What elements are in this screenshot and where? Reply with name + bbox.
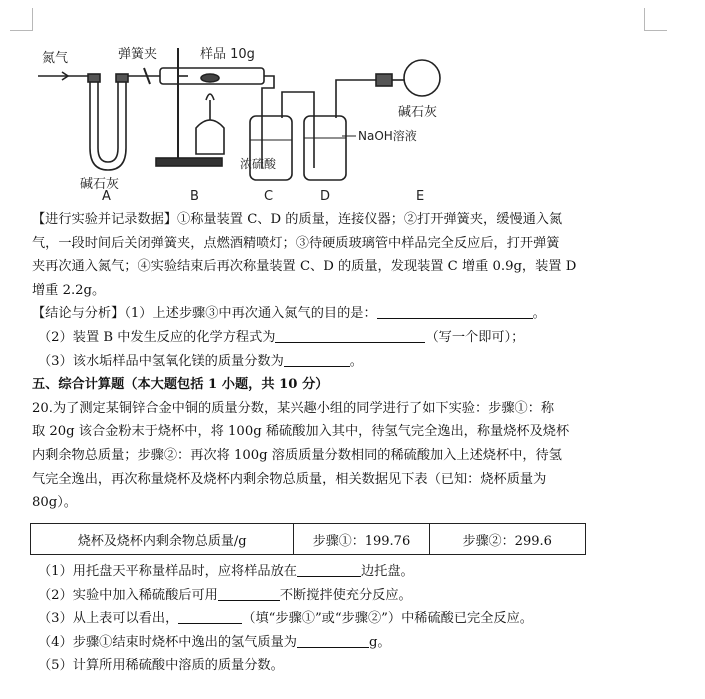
label-spring-clip: 弹簧夹 xyxy=(118,47,158,62)
apparatus-figure xyxy=(38,28,508,200)
drying-tube-bulb xyxy=(404,60,440,96)
question-2-end: 不断搅拌使充分反应。 xyxy=(279,587,412,603)
label-conc-h2so4: 浓硫酸 xyxy=(240,157,277,171)
drying-tube-stopper xyxy=(376,74,392,86)
data-table xyxy=(30,523,586,555)
u-tube-stopper-right xyxy=(116,74,128,82)
answer-blank-nitrogen-purpose[interactable] xyxy=(377,304,533,319)
problem-20-line-1: 20.为了测定某铜锌合金中铜的质量分数，某兴趣小组的同学进行了如下实验：步骤①：称 xyxy=(32,400,555,416)
answer-blank-hydrogen-mass[interactable] xyxy=(297,633,369,648)
question-3 xyxy=(38,607,678,631)
conclusion-q1-text: 【结论与分析】（1）上述步骤③中再次通入氮气的目的是： xyxy=(32,306,377,322)
question-2-text: （2）实验中加入稀硫酸后可用 xyxy=(38,587,218,603)
conclusion-q3-end: 。 xyxy=(349,353,363,369)
table-step1-cell: 步骤①：199.76 xyxy=(294,524,429,555)
sample-in-tube xyxy=(201,74,219,82)
label-nitrogen: 氮气 xyxy=(42,51,69,66)
label-soda-lime-a: 碱石灰 xyxy=(80,177,120,192)
page-corner-mark-left xyxy=(10,8,33,31)
answer-blank-tray-side[interactable] xyxy=(297,562,361,577)
conclusion-q2 xyxy=(32,326,672,350)
conclusion-q1 xyxy=(32,302,672,326)
table-header-cell: 烧杯及烧杯内剩余物总质量/g xyxy=(31,524,294,555)
question-4-end: g。 xyxy=(368,634,391,650)
page-corner-mark-right xyxy=(644,8,667,31)
question-3-text: （3）从上表可以看出， xyxy=(38,611,179,627)
question-1 xyxy=(38,560,678,584)
answer-blank-mass-fraction[interactable] xyxy=(284,352,350,367)
question-4 xyxy=(38,631,678,655)
bottle-d xyxy=(304,116,346,180)
conclusion-q1-end: 。 xyxy=(532,306,546,322)
question-3-end: （填“步骤①”或“步骤②”）中稀硫酸已完全反应。 xyxy=(242,611,533,627)
u-tube-a-inner xyxy=(98,80,118,162)
question-2 xyxy=(38,584,678,608)
question-5: （5）计算所用稀硫酸中溶质的质量分数。 xyxy=(38,658,284,674)
conclusion-q2-end: （写一个即可）； xyxy=(425,329,525,345)
question-1-text: （1）用托盘天平称量样品时，应将样品放在 xyxy=(38,564,297,579)
conclusion-q3 xyxy=(32,350,672,374)
device-label-a: A xyxy=(102,189,111,200)
experiment-line-2: 气，一段时间后关闭弹簧夹，点燃酒精喷灯；③待硬质玻璃管中样品完全反应后，打开弹簧 xyxy=(32,235,560,251)
alcohol-burner xyxy=(196,120,224,154)
problem-20-line-5: 80g）。 xyxy=(32,495,77,511)
problem-20-line-2: 取 20g 该合金粉末于烧杯中，将 100g 稀硫酸加入其中，待氢气完全逸出，称量烧杯及烧杯 xyxy=(32,424,570,440)
u-tube-stopper-left xyxy=(88,74,100,82)
experiment-line-1: 【进行实验并记录数据】①称量装置 C、D 的质量，连接仪器；②打开弹簧夹，缓慢通入氮 xyxy=(32,212,563,227)
conclusion-q3-text: （3）该水垢样品中氢氧化镁的质量分数为 xyxy=(38,353,284,369)
burner-flame xyxy=(206,94,214,100)
u-tube-a xyxy=(90,80,126,170)
question-4-text: （4）步骤①结束时烧杯中逸出的氢气质量为 xyxy=(38,634,297,650)
pipe-c-d xyxy=(282,92,314,118)
question-1-end: 边托盘。 xyxy=(360,564,414,579)
device-label-c: C xyxy=(264,189,274,200)
experiment-line-4: 增重 2.2g。 xyxy=(32,282,106,298)
answer-blank-equation[interactable] xyxy=(275,328,425,343)
answer-blank-stir-tool[interactable] xyxy=(218,586,280,601)
conclusion-q2-text: （2）装置 B 中发生反应的化学方程式为 xyxy=(38,329,276,345)
apparatus-diagram xyxy=(38,28,508,200)
device-label-d: D xyxy=(320,189,331,200)
label-soda-lime-e: 碱石灰 xyxy=(398,105,438,120)
experiment-line-3: 夹再次通入氮气；④实验结束后再次称量装置 C、D 的质量，发现装置 C 增重 0.9g，装置 D xyxy=(32,259,577,275)
stand-base xyxy=(156,158,222,166)
label-naoh: NaOH溶液 xyxy=(358,129,417,143)
answer-blank-step[interactable] xyxy=(178,609,242,624)
table-step2-cell: 步骤②：299.6 xyxy=(429,524,585,555)
problem-20-line-3: 内剩余物总质量；步骤②：再次将 100g 溶质质量分数相同的稀硫酸加入上述烧杯中，待氢 xyxy=(32,447,562,463)
question-text-lower xyxy=(38,560,678,678)
device-label-e: E xyxy=(416,189,425,200)
section-five-heading: 五、综合计算题（本大题包括 1 小题，共 10 分） xyxy=(32,377,329,393)
device-label-b: B xyxy=(190,189,199,200)
label-sample: 样品 10g xyxy=(200,47,255,62)
question-text-upper xyxy=(32,208,672,515)
problem-20-line-4: 气完全逸出，再次称量烧杯及烧杯内剩余物总质量，相关数据见下表（已知：烧杯质量为 xyxy=(32,471,547,487)
table-row xyxy=(31,524,586,555)
